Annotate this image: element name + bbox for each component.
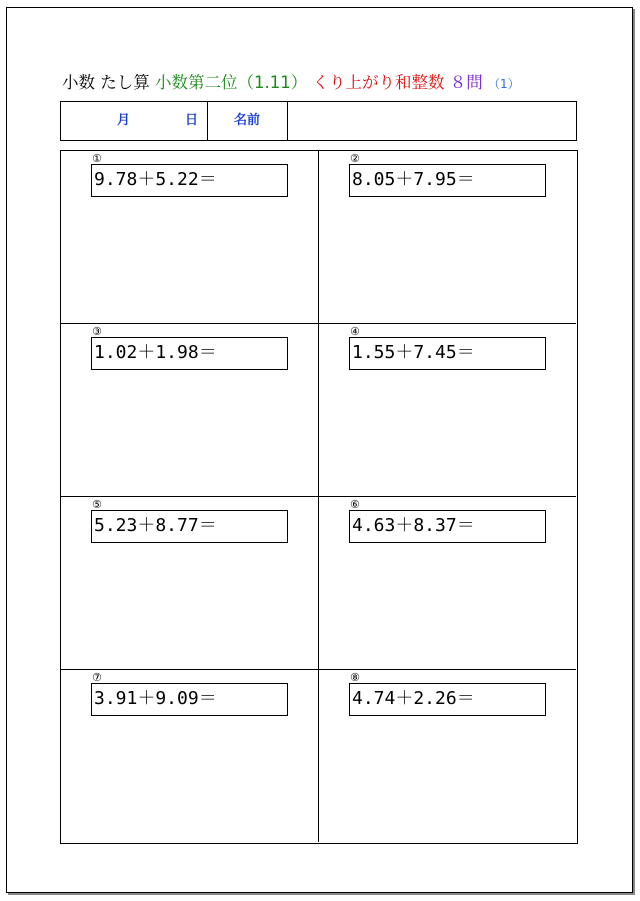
month-label: 月 — [117, 113, 131, 128]
problem-expression: 4.74＋2.26＝ — [349, 683, 546, 716]
problem-grid — [60, 150, 578, 844]
title-part-sheet-number: （1） — [488, 77, 520, 91]
name-field[interactable] — [289, 102, 576, 140]
problem-number: ⑤ — [92, 498, 102, 511]
name-label: 名前 — [234, 113, 261, 128]
problem-expression: 9.78＋5.22＝ — [91, 164, 288, 197]
problem-expression: 3.91＋9.09＝ — [91, 683, 288, 716]
title-part-type: くり上がり和整数 — [312, 73, 445, 92]
problem-number: ① — [92, 152, 102, 165]
problem-number: ⑦ — [92, 671, 102, 684]
problem-number: ⑧ — [350, 671, 360, 684]
problem-cell[interactable] — [61, 151, 318, 323]
problem-number: ③ — [92, 325, 102, 338]
problem-expression: 1.02＋1.98＝ — [91, 337, 288, 370]
problem-cell[interactable] — [319, 151, 576, 323]
problem-cell[interactable] — [61, 324, 318, 496]
problem-expression: 4.63＋8.37＝ — [349, 510, 546, 543]
day-label: 日 — [185, 113, 199, 128]
problem-number: ⑥ — [350, 498, 360, 511]
problem-expression: 5.23＋8.77＝ — [91, 510, 288, 543]
problem-number: ② — [350, 152, 360, 165]
title-part-topic: 小数 たし算 — [62, 73, 150, 92]
problem-cell[interactable] — [319, 324, 576, 496]
problem-cell[interactable] — [61, 497, 318, 669]
problem-number: ④ — [350, 325, 360, 338]
namebar-divider — [287, 102, 288, 140]
title-part-level: 小数第二位（1.11） — [155, 73, 308, 92]
problem-expression: 1.55＋7.45＝ — [349, 337, 546, 370]
worksheet-title — [62, 70, 582, 96]
problem-cell[interactable] — [319, 670, 576, 842]
problem-cell[interactable] — [319, 497, 576, 669]
problem-cell[interactable] — [61, 670, 318, 842]
title-part-count: ８問 — [449, 73, 483, 92]
problem-expression: 8.05＋7.95＝ — [349, 164, 546, 197]
namebar-divider — [207, 102, 208, 140]
name-date-bar — [60, 101, 577, 141]
